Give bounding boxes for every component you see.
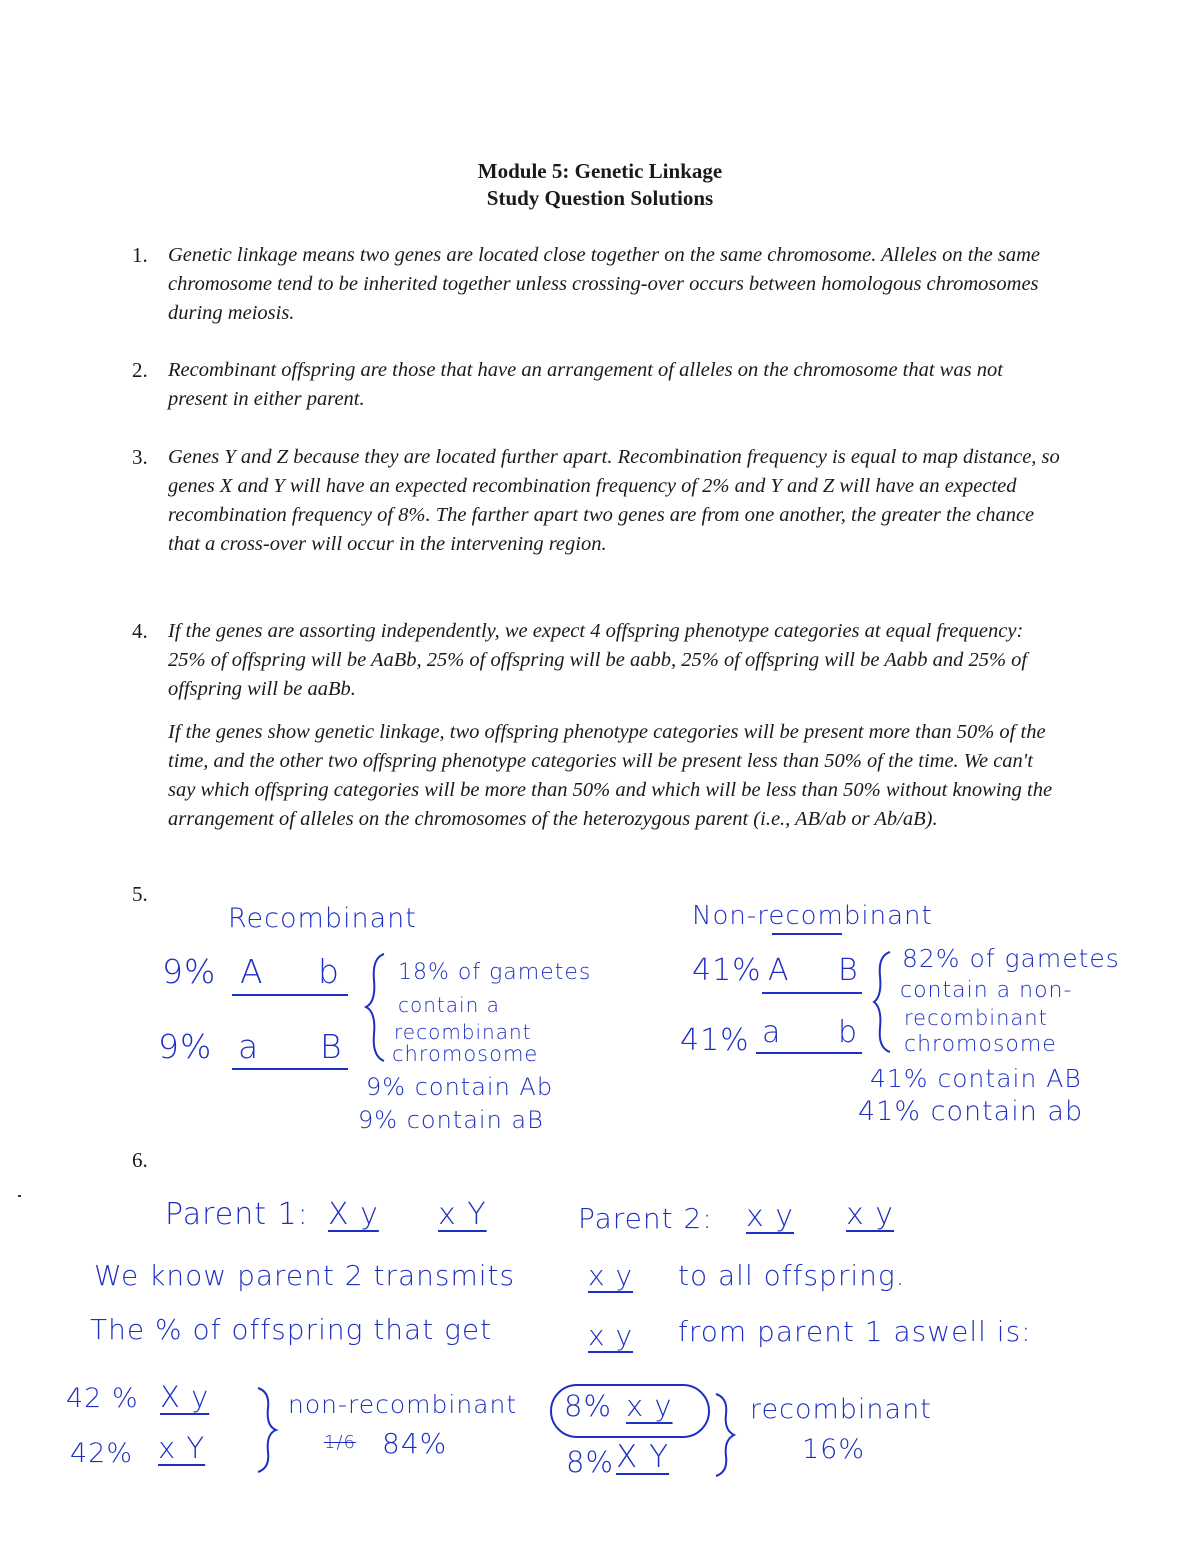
nonrec-sub1: 41% contain AB [870,1064,1082,1093]
q6-line3-end: from parent 1 aswell is: [678,1315,1032,1348]
rec-note-line4: chromosome [392,1042,539,1066]
answer-text: Recombinant offspring are those that have an arrangement of alleles on the chromosome that was not present in either parent. [168,359,1003,410]
underline-mark [772,933,842,935]
nonrec-row2-allele-b: b [838,1015,859,1050]
recombinant-label: recombinant [750,1394,932,1425]
rec-sub1: 9% contain Ab [366,1073,554,1101]
q6-line2-gamete: x y [588,1259,634,1292]
rec1-gamete: x y [626,1389,673,1423]
parent2-chromosome-2: x y [846,1197,895,1232]
answer-text: Genes Y and Z because they are located further apart. Recombination frequency is equal to map distance, so genes X and Y will have an expected recombination frequency of 2% and Y and Z will have an expected recombination frequency of 8%. The farther apart two genes are from one another, the greater the chance that a cross-over will occur in the intervening region. [168,446,1060,555]
document-title: Module 5: Genetic Linkage [477,159,723,183]
rec-row1-allele-b: b [318,952,340,991]
rec-row2-pct: 9% [158,1027,213,1066]
parent2-chromosome-1: x y [746,1199,795,1234]
question-number: 2. [132,358,148,382]
nonrecombinant-value: 84% [382,1427,448,1460]
nonrecombinant-label: non-recombinant [288,1390,518,1419]
crossed-out-mark: 1/6 [324,1432,356,1453]
rec-sub2: 9% contain aB [358,1106,544,1134]
question-1 [132,241,1062,328]
chromosome-line [232,994,348,996]
question-number: 3. [132,445,148,469]
nonrec-row1-pct: 41% [692,953,762,988]
rec2-pct: 8% [566,1445,615,1479]
q6-line2-start: We know parent 2 transmits [94,1259,516,1292]
document-subtitle: Study Question Solutions [486,186,714,210]
question-5-number: 5. [132,882,148,906]
question-4 [132,617,1062,834]
answer-text: If the genes are assorting independently, we expect 4 offspring phenotype categories at equal frequency: 25% of offspring will be AaBb, 25% of offspring will be aabb, 25% of offspring will be Aabb and 25% of offspring will be aaBb. [168,620,1028,700]
rec-row1-allele-a: A [240,952,264,991]
parent1-label: Parent 1: [165,1197,309,1232]
parent1-chromosome-2: x Y [438,1197,487,1232]
chromosome-line [232,1068,348,1070]
nonrec-sub2: 41% contain ab [858,1096,1084,1127]
rec-row2-allele-b: B [320,1027,343,1066]
brace-icon [250,1384,280,1476]
question-2 [132,356,1062,414]
question-number: 1. [132,243,148,267]
nonrec1-gamete: X y [160,1380,210,1414]
rec-note-line3: recombinant [394,1020,532,1044]
rec2-gamete: X Y [616,1439,670,1475]
nonrec-row2-pct: 41% [680,1023,750,1058]
chromosome-line [762,992,862,994]
parent2-label: Parent 2: [578,1202,713,1235]
rec-note-line1: 18% of gametes [398,960,592,985]
nonrec2-gamete: x Y [158,1431,206,1465]
rec-note-line2: contain a [398,993,500,1017]
q6-line2-end: to all offspring. [678,1259,906,1292]
nonrec-note-line2: contain a non- [900,978,1073,1003]
recombinant-heading: Recombinant [228,903,417,934]
rec-row2-allele-a: a [238,1027,260,1066]
nonrec-note-line4: chromosome [904,1032,1057,1057]
question-6-number: 6. [132,1148,148,1172]
chromosome-line [756,1052,862,1054]
rec1-pct: 8% [564,1389,613,1423]
rec-row1-pct: 9% [162,952,217,991]
nonrec-row1-allele-a: A [768,953,790,988]
document-header [0,158,1200,212]
nonrec1-pct: 42 % [66,1383,139,1414]
nonrec-row2-allele-a: a [762,1015,782,1050]
scan-speck [18,1195,21,1197]
nonrecombinant-heading: Non-recombinant [692,901,933,931]
recombinant-value: 16% [802,1434,866,1465]
nonrec2-pct: 42% [70,1438,134,1469]
nonrec-note-line3: recombinant [904,1006,1048,1030]
answer-text: If the genes show genetic linkage, two offspring phenotype categories will be present more than 50% of the time, and the other two offspring phenotype categories will be present less than 50% of the time. We can't say which offspring categories will be more than 50% and which will be less than 50% without knowing the arrangement of alleles on the chromosomes of the heterozygous parent (i.e., AB/ab or Ab/aB). [168,721,1053,830]
brace-icon [708,1390,738,1480]
brace-icon [362,950,392,1065]
question-3 [132,443,1062,559]
parent1-chromosome-1: X y [328,1197,379,1232]
brace-icon [870,948,900,1056]
answer-text: Genetic linkage means two genes are located close together on the same chromosome. Alleles on the same chromosome tend to be inherited together unless crossing-over occurs between homologous chromosomes during meiosis. [168,244,1040,324]
nonrec-row1-allele-b: B [838,953,859,988]
question-number: 4. [132,619,148,643]
q6-line3-gamete: x y [588,1319,634,1352]
nonrec-note-line1: 82% of gametes [902,944,1120,973]
q6-line3-start: The % of offspring that get [90,1313,493,1346]
